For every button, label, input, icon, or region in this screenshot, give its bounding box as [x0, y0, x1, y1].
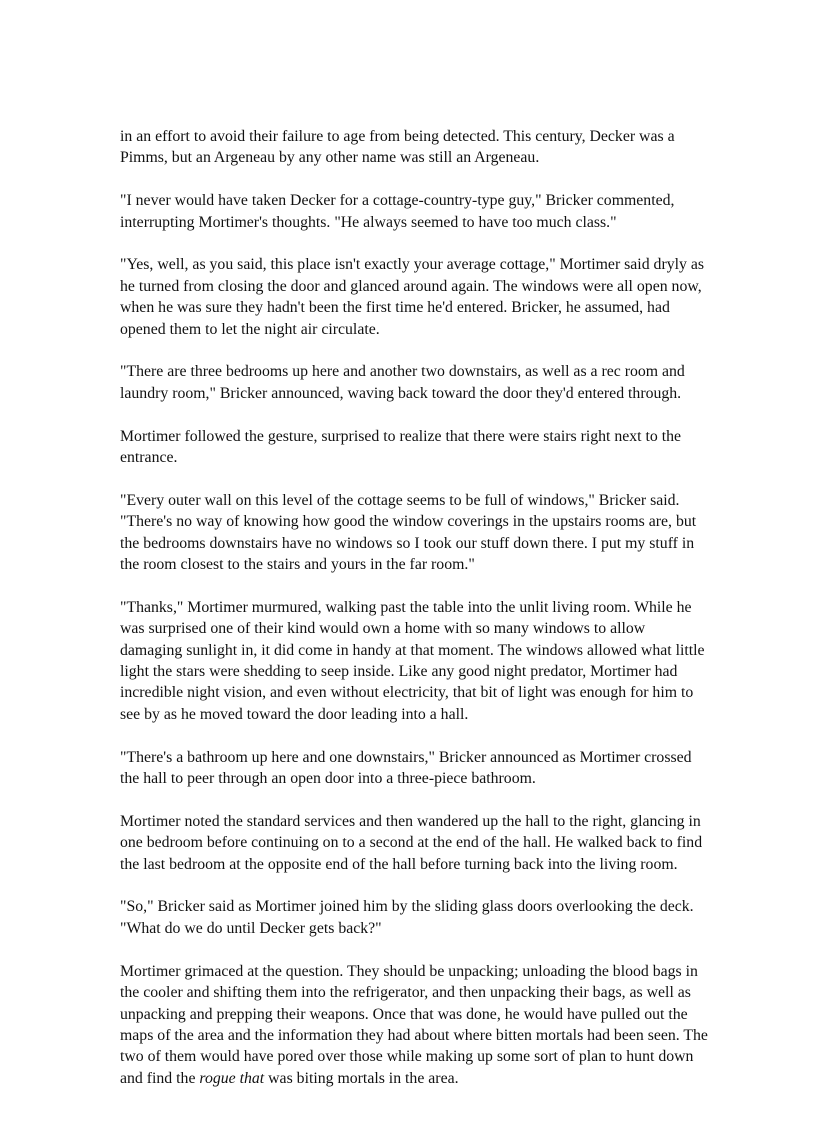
paragraph-9: Mortimer noted the standard services and then wandered up the hall to the right, glancing in one bedroom before continuing on to a second at the end of the hall. He walked back to find the last bedroom at the opposite end of the hall before turning back into the living room. [120, 812, 703, 873]
paragraph-7: "Thanks," Mortimer murmured, walking past the table into the unlit living room. While he was surprised one of their kind would own a home with so many windows to allow damaging sunlight in, it did come in handy at that moment. The windows allowed what little light the stars were shedding to seep inside. Like any good night predator, Mortimer had incredible night vision, and even without electricity, that bit of light was enough for him to see by as he moved toward the door leading into a hall. [120, 598, 705, 723]
paragraph-8: "There's a bathroom up here and one downstairs," Bricker announced as Mortimer crossed the hall to peer through an open door into a three-piece bathroom. [120, 748, 692, 788]
document-page [120, 126, 710, 1089]
paragraph-10: "So," Bricker said as Mortimer joined him by the sliding glass doors overlooking the deck. "What do we do until Decker gets back?" [120, 898, 694, 937]
paragraph-6: "Every outer wall on this level of the cottage seems to be full of windows," Bricker said. "There's no way of knowing how good the window coverings in the upstairs rooms are, but the bedrooms downstairs have no windows so I took our stuff down there. I put my stuff in the room closest to the stairs and yours in the far room." [120, 491, 697, 574]
paragraph-2: "I never would have taken Decker for a cottage-country-type guy," Bricker commented, interrupting Mortimer's thoughts. "He always seemed to have too much class." [120, 192, 675, 231]
paragraph-5: Mortimer followed the gesture, surprised to realize that there were stairs right next to the entrance. [120, 427, 682, 467]
paragraph-11-text-before: Mortimer grimaced at the question. They should be unpacking; unloading the blood bags in the cooler and shifting them into the refrigerator, and then unpacking their bags, as well as unpacking and prepping their weapons. Once that was done, he would have pulled out the maps of the area and the information they had about where bitten mortals had been seen. The two of them would have pored over those while making up some sort of plan to hunt down and find the [120, 962, 708, 1087]
paragraph-11-text-after: was biting mortals in the area. [264, 1069, 459, 1087]
paragraph-1: in an effort to avoid their failure to age from being detected. This century, Decker was a Pimms, but an Argeneau by any other name was still an Argeneau. [120, 128, 675, 167]
paragraph-11 [120, 961, 710, 1089]
paragraph-3: "Yes, well, as you said, this place isn't exactly your average cottage," Mortimer said dryly as he turned from closing the door and glanced around again. The windows were all open now, when he was sure they hadn't been the first time he'd entered. Bricker, he assumed, had opened them to let the night air circulate. [120, 256, 704, 338]
paragraph-11-italic-text: rogue that [199, 1069, 265, 1087]
paragraph-4: "There are three bedrooms up here and another two downstairs, as well as a rec room and laundry room," Bricker announced, waving back toward the door they'd entered through. [120, 363, 685, 402]
